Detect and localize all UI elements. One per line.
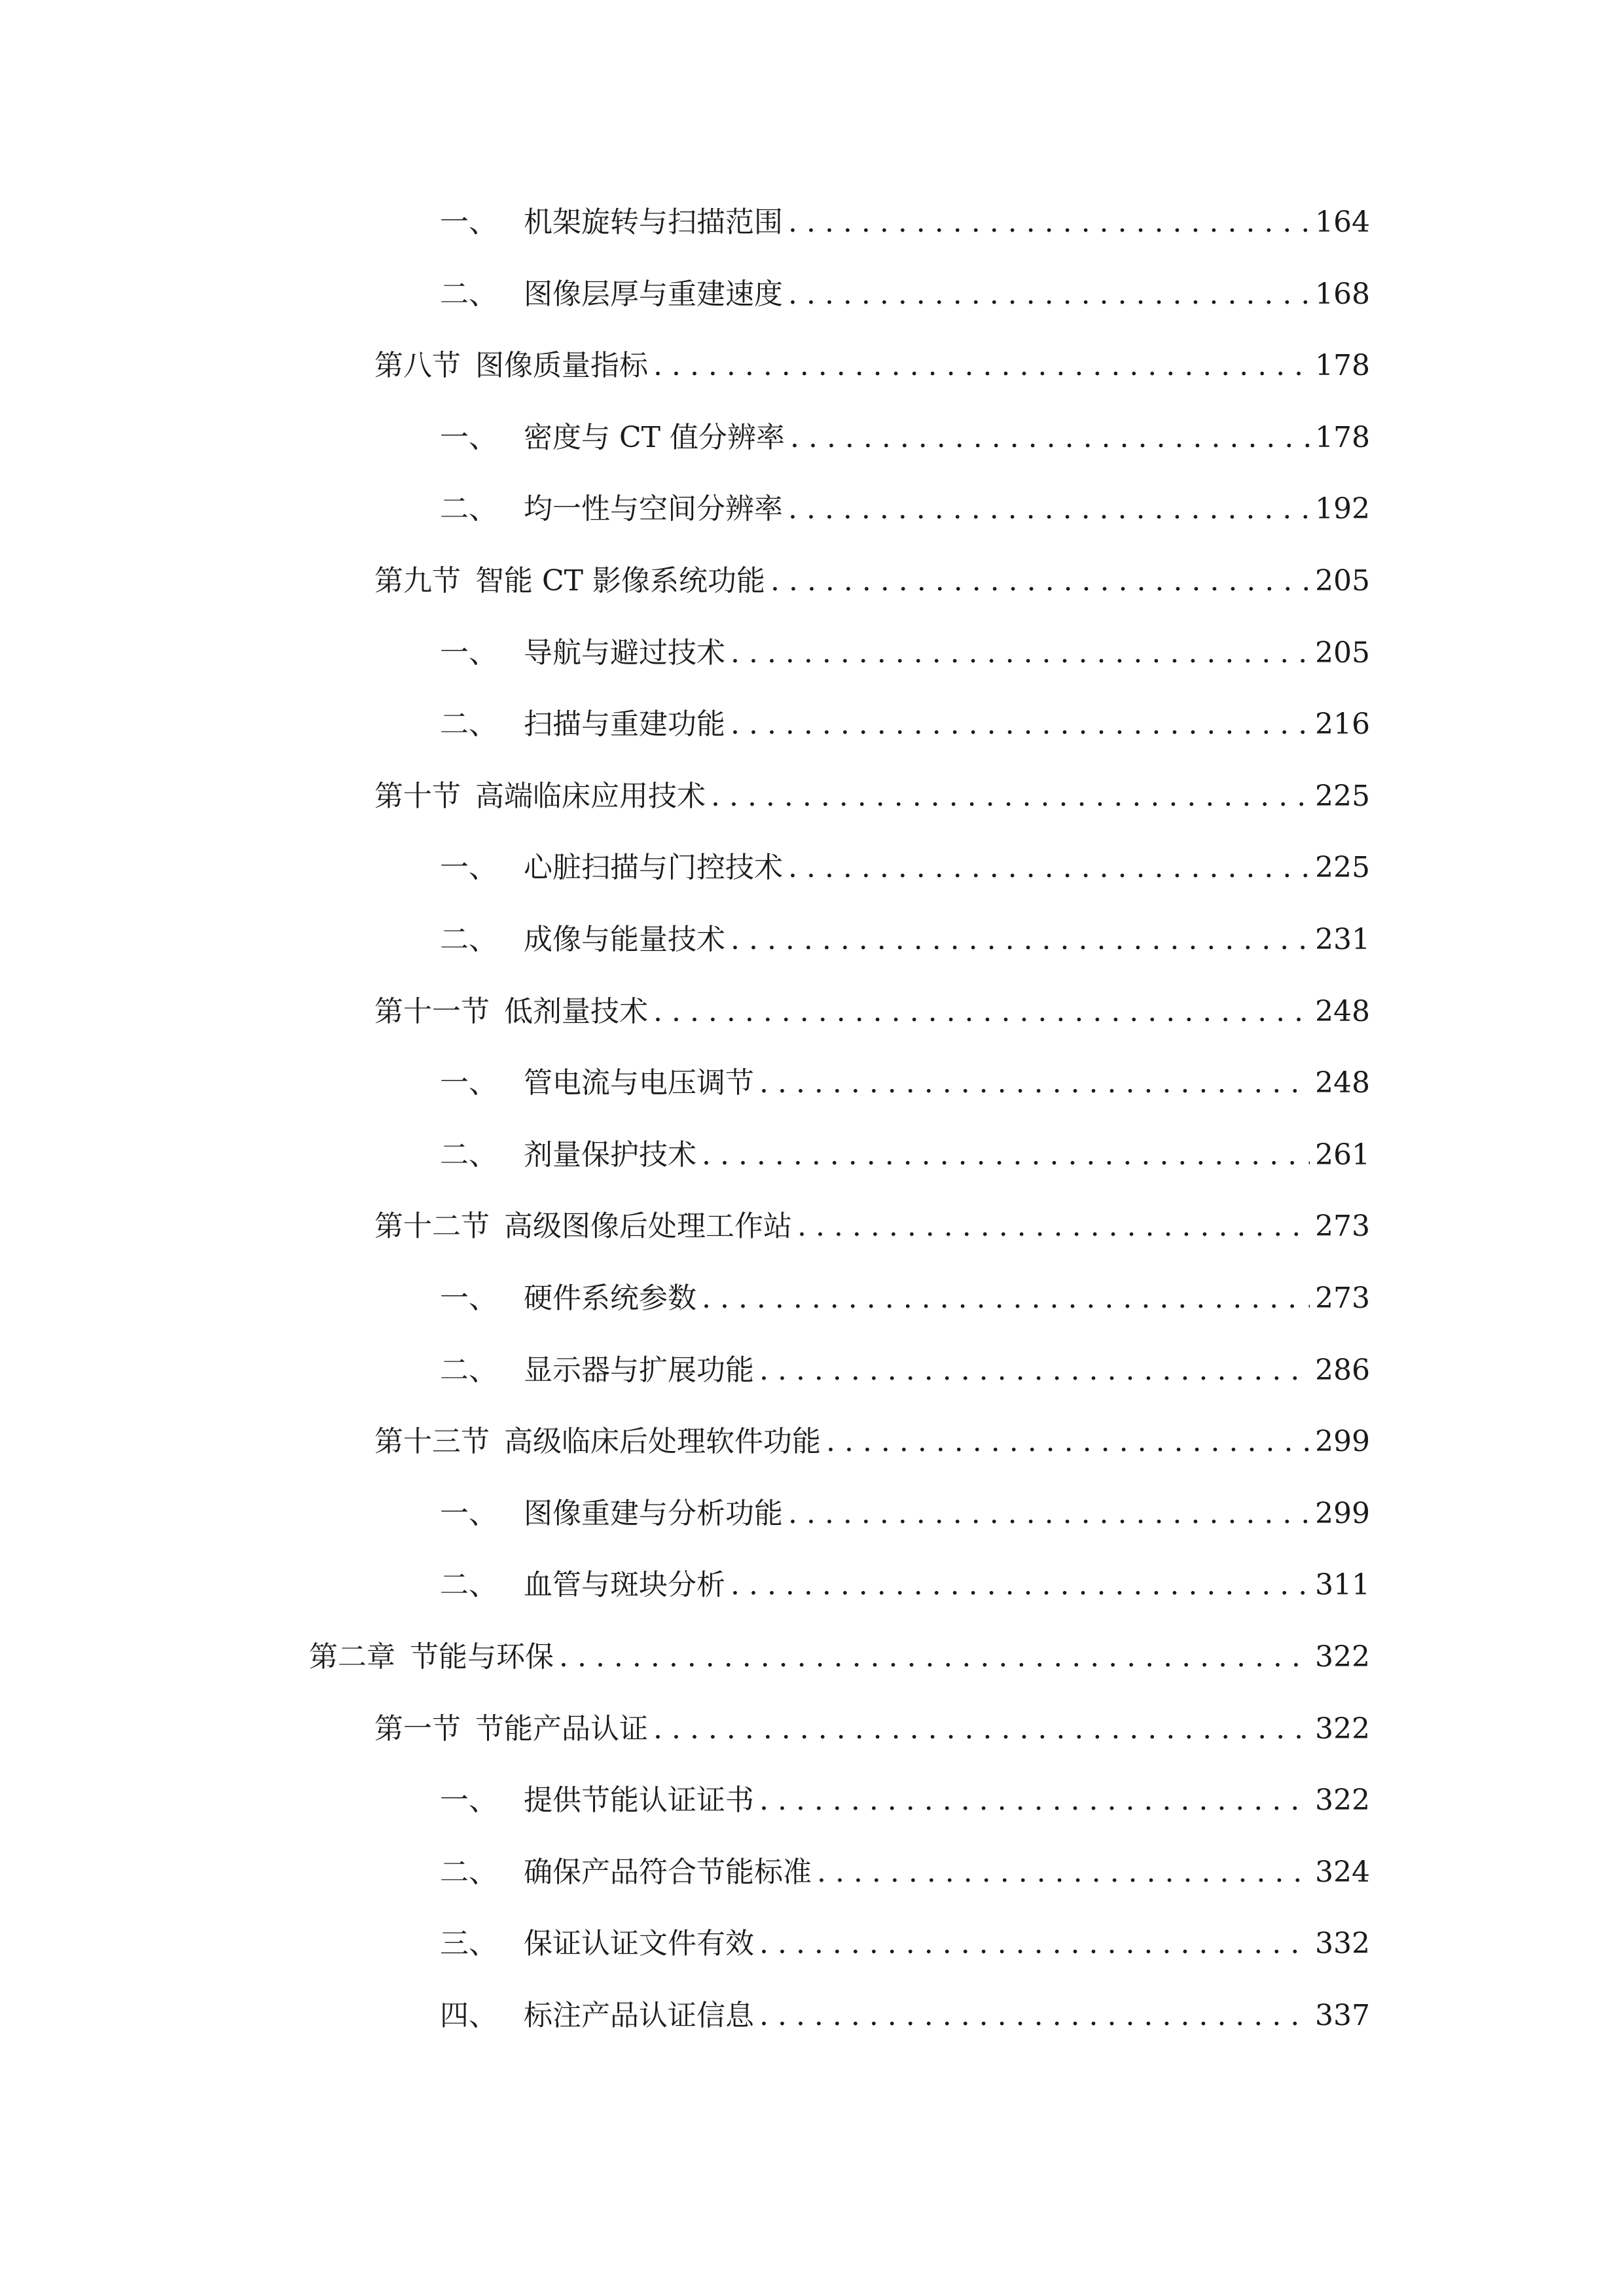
toc-entry-title: 管电流与电压调节 <box>524 1066 754 1100</box>
toc-entry-number: 一、 <box>440 1496 497 1530</box>
toc-entry-title: 图像重建与分析功能 <box>524 1496 783 1530</box>
toc-entry <box>374 1200 1370 1253</box>
toc-page-number: 205 <box>1315 564 1370 598</box>
toc-page-number: 337 <box>1315 1999 1370 2032</box>
toc-dot-leader <box>731 698 1310 751</box>
toc-dot-leader <box>711 770 1310 823</box>
toc-entry-title: 智能 CT 影像系统功能 <box>475 564 765 598</box>
toc-entry-number: 二、 <box>440 492 497 526</box>
toc-dot-leader <box>559 1631 1310 1683</box>
toc-entry-title: 图像层厚与重建速度 <box>524 277 783 311</box>
toc-dot-leader <box>817 1846 1310 1899</box>
toc-entry-number: 第九节 <box>374 564 461 598</box>
toc-entry <box>374 770 1370 823</box>
toc-entry <box>440 1559 1370 1611</box>
toc-entry <box>440 914 1370 966</box>
toc-entry-number: 四、 <box>440 1999 497 2032</box>
toc-page-number: 273 <box>1315 1282 1370 1315</box>
toc-entry-title: 节能与环保 <box>410 1640 554 1674</box>
toc-entry-title: 高级图像后处理工作站 <box>504 1210 792 1244</box>
toc-dot-leader <box>788 483 1310 535</box>
toc-dot-leader <box>788 842 1310 894</box>
toc-entry-title: 机架旋转与扫描范围 <box>524 206 783 239</box>
toc-entry-title: 硬件系统参数 <box>524 1282 696 1315</box>
toc-entry-number: 第十节 <box>374 779 461 813</box>
toc-entry <box>440 412 1370 464</box>
toc-entry-number: 二、 <box>440 1568 497 1602</box>
toc-entry-number: 三、 <box>440 1927 497 1961</box>
toc-entry-number: 二、 <box>440 708 497 742</box>
toc-dot-leader <box>788 268 1310 321</box>
toc-entry-title: 显示器与扩展功能 <box>524 1353 754 1387</box>
toc-page-number: 248 <box>1315 994 1370 1028</box>
toc-entry-number: 第十二节 <box>374 1210 490 1244</box>
toc-entry <box>440 1918 1370 1970</box>
toc-entry-number: 一、 <box>440 851 497 885</box>
toc-page-number: 231 <box>1315 923 1370 956</box>
toc-page-number: 322 <box>1315 1640 1370 1674</box>
toc-page-number: 286 <box>1315 1353 1370 1387</box>
toc-entry <box>374 986 1370 1038</box>
toc-entry-number: 二、 <box>440 1353 497 1387</box>
toc-entry-title: 提供节能认证证书 <box>524 1784 754 1818</box>
toc-dot-leader <box>797 1200 1310 1253</box>
toc-entry-title: 高级临床后处理软件功能 <box>504 1425 821 1459</box>
toc-page-number: 322 <box>1315 1784 1370 1818</box>
toc-dot-leader <box>731 627 1310 679</box>
toc-entry <box>374 340 1370 392</box>
toc-entry-title: 均一性与空间分辨率 <box>524 492 783 526</box>
toc-entry-number: 一、 <box>440 1784 497 1818</box>
toc-entry <box>374 555 1370 607</box>
toc-page-number: 311 <box>1315 1568 1370 1602</box>
toc-entry-title: 导航与避过技术 <box>524 636 725 670</box>
toc-page-number: 299 <box>1315 1496 1370 1530</box>
toc-entry-title: 保证认证文件有效 <box>524 1927 754 1961</box>
toc-page-number: 332 <box>1315 1927 1370 1961</box>
toc-entry-title: 高端临床应用技术 <box>475 779 706 813</box>
toc-dot-leader <box>759 1344 1310 1397</box>
toc-entry-number: 一、 <box>440 420 497 454</box>
toc-page-number: 178 <box>1315 349 1370 383</box>
toc-entry <box>440 842 1370 894</box>
toc-dot-leader <box>759 1918 1310 1970</box>
toc-page-number: 168 <box>1315 277 1370 311</box>
toc-page-number: 216 <box>1315 708 1370 742</box>
toc-entry-number: 第八节 <box>374 349 461 383</box>
toc-page-number: 225 <box>1315 779 1370 813</box>
toc-entry-number: 二、 <box>440 1138 497 1172</box>
toc-entry <box>309 1631 1370 1683</box>
toc-entry-number: 第一节 <box>374 1712 461 1746</box>
toc-entry <box>440 1129 1370 1181</box>
toc-entry-title: 扫描与重建功能 <box>524 708 725 742</box>
toc-dot-leader <box>790 412 1310 464</box>
toc-page-number: 261 <box>1315 1138 1370 1172</box>
toc-dot-leader <box>788 196 1310 249</box>
toc-entry-title: 标注产品认证信息 <box>524 1999 754 2032</box>
toc-page-number: 178 <box>1315 420 1370 454</box>
toc-dot-leader <box>759 1057 1310 1109</box>
toc-dot-leader <box>770 555 1310 607</box>
toc-dot-leader <box>653 986 1310 1038</box>
toc-entry-title: 成像与能量技术 <box>524 923 725 956</box>
toc-entry <box>440 698 1370 751</box>
toc-entry-title: 密度与 CT 值分辨率 <box>524 420 785 454</box>
toc-dot-leader <box>653 340 1310 392</box>
toc-page-number: 322 <box>1315 1712 1370 1746</box>
toc-entry-title: 确保产品符合节能标准 <box>524 1855 812 1889</box>
toc-entry-title: 血管与斑块分析 <box>524 1568 725 1602</box>
toc-entry <box>440 196 1370 249</box>
toc-entry-number: 一、 <box>440 206 497 239</box>
toc-page-number: 324 <box>1315 1855 1370 1889</box>
toc-page-number: 248 <box>1315 1066 1370 1100</box>
toc-dot-leader <box>826 1416 1310 1468</box>
toc-entry-number: 二、 <box>440 277 497 311</box>
toc-page-number: 164 <box>1315 206 1370 239</box>
toc-entry-number: 一、 <box>440 1066 497 1100</box>
toc-entry <box>440 1774 1370 1827</box>
toc-dot-leader <box>702 1129 1310 1181</box>
toc-entry-number: 二、 <box>440 1855 497 1889</box>
toc-entry <box>440 1990 1370 2042</box>
toc-entry-number: 第十三节 <box>374 1425 490 1459</box>
toc-entry-number: 一、 <box>440 636 497 670</box>
toc-entry <box>440 1846 1370 1899</box>
toc-entry <box>440 1344 1370 1397</box>
toc-entry <box>440 627 1370 679</box>
toc-page-number: 205 <box>1315 636 1370 670</box>
toc-entry-title: 图像质量指标 <box>475 349 648 383</box>
toc-entry-number: 一、 <box>440 1282 497 1315</box>
toc-entry-number: 第二章 <box>309 1640 395 1674</box>
toc-dot-leader <box>759 1774 1310 1827</box>
toc-dot-leader <box>731 914 1310 966</box>
toc-entry <box>440 483 1370 535</box>
toc-page-number: 273 <box>1315 1210 1370 1244</box>
toc-entry <box>374 1416 1370 1468</box>
toc-entry-number: 二、 <box>440 923 497 956</box>
toc-entry <box>440 1057 1370 1109</box>
toc-entry-number: 第十一节 <box>374 994 490 1028</box>
toc-page-number: 225 <box>1315 851 1370 885</box>
toc-entry <box>440 268 1370 321</box>
toc-entry-title: 剂量保护技术 <box>524 1138 696 1172</box>
toc-page-number: 299 <box>1315 1425 1370 1459</box>
toc-entry-title: 心脏扫描与门控技术 <box>524 851 783 885</box>
toc-entry <box>440 1488 1370 1540</box>
toc-entry <box>374 1703 1370 1755</box>
toc-entry <box>440 1272 1370 1325</box>
toc-dot-leader <box>759 1990 1310 2042</box>
toc-page-number: 192 <box>1315 492 1370 526</box>
toc-entry-title: 低剂量技术 <box>504 994 648 1028</box>
toc-dot-leader <box>788 1488 1310 1540</box>
toc-dot-leader <box>653 1703 1310 1755</box>
toc-dot-leader <box>702 1272 1310 1325</box>
toc-dot-leader <box>731 1559 1310 1611</box>
toc-entry-title: 节能产品认证 <box>475 1712 648 1746</box>
